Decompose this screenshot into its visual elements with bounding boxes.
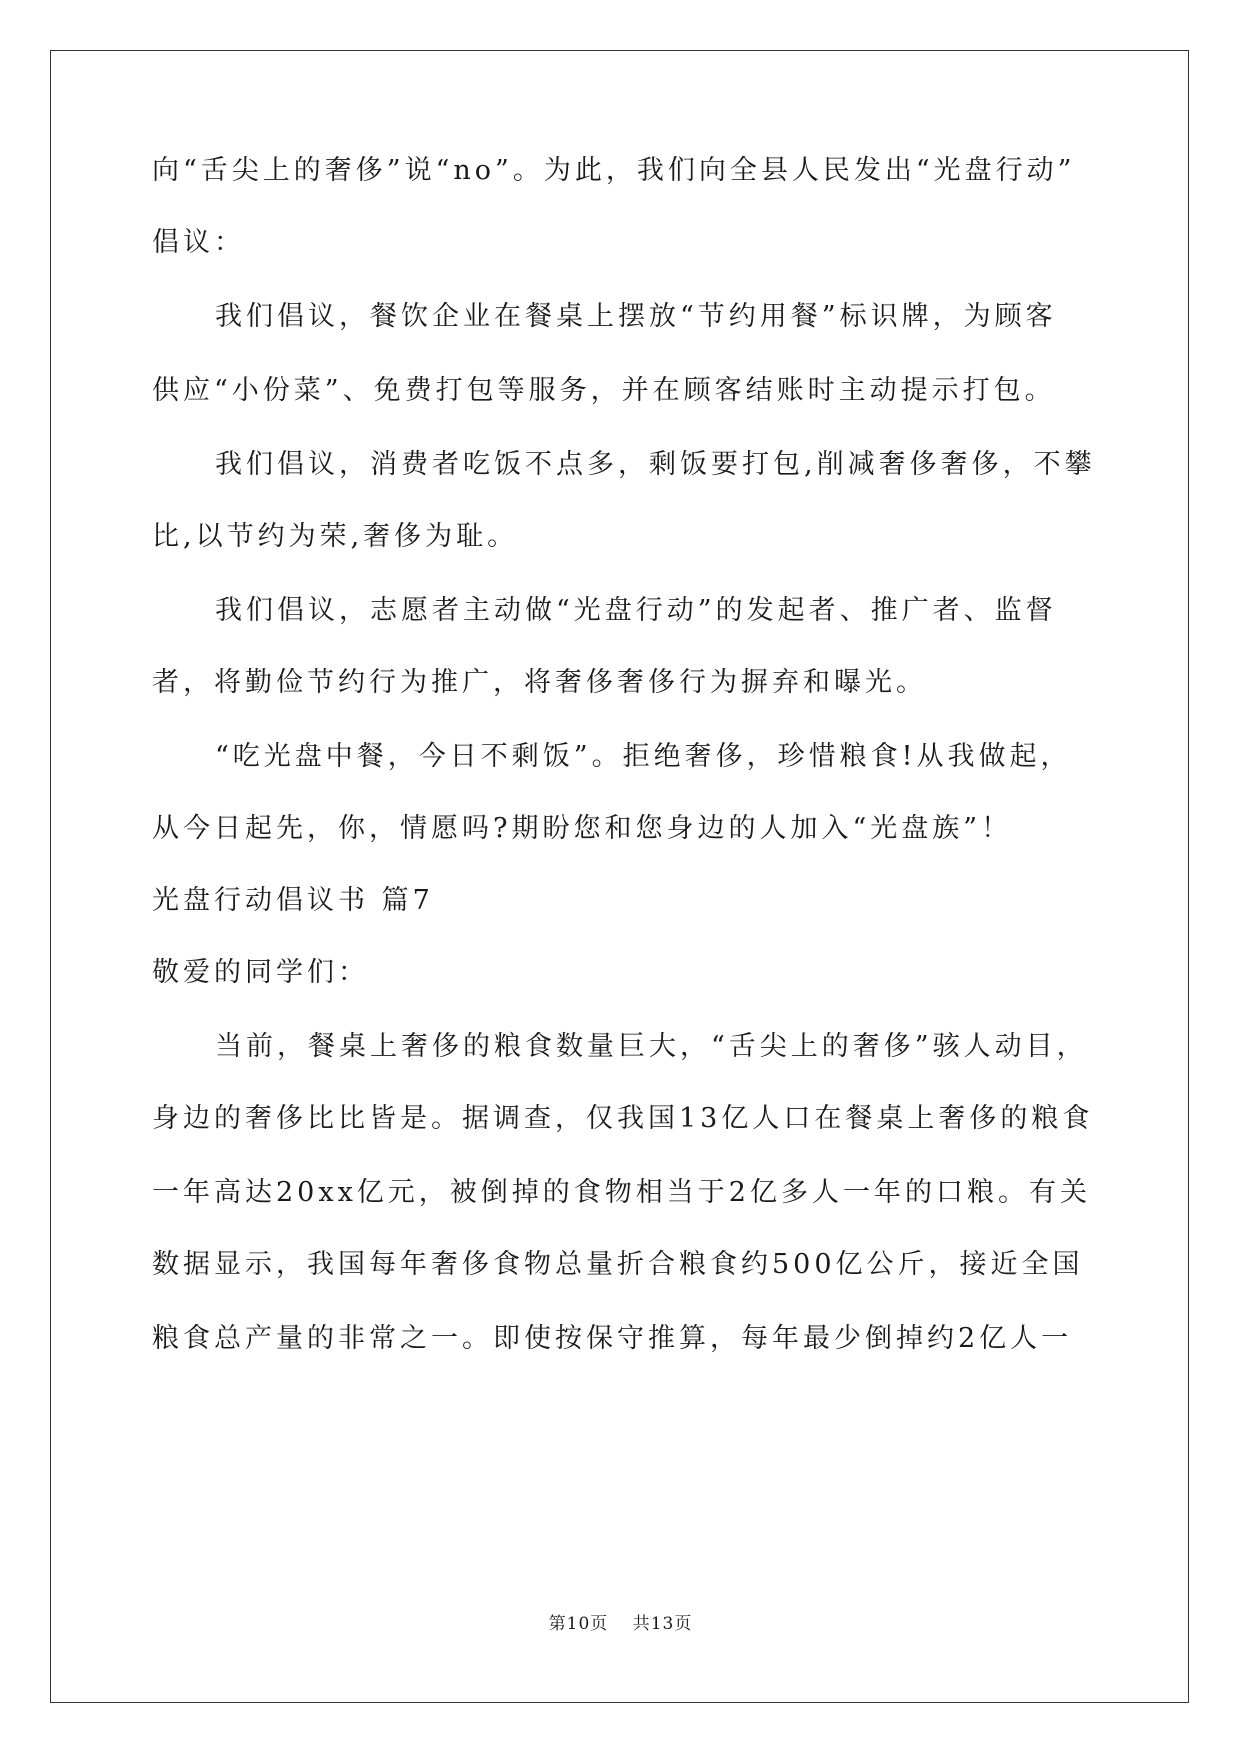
page-total: 共13页	[632, 1614, 693, 1634]
paragraph-line: 我们倡议，消费者吃饭不点多，剩饭要打包,削减奢侈奢侈，不攀	[215, 449, 1096, 480]
body-line: 一年高达20xx亿元，被倒掉的食物相当于2亿多人一年的口粮。有关	[152, 1177, 1091, 1208]
body-line: 者，将勤俭节约行为推广，将奢侈奢侈行为摒弃和曝光。	[152, 667, 927, 698]
body-line: 从今日起先，你，情愿吗?期盼您和您身边的人加入“光盘族”！	[152, 813, 1013, 844]
body-line: 向“舌尖上的奢侈”说“no”。为此，我们向全县人民发出“光盘行动”	[152, 155, 1076, 186]
body-line: 数据显示，我国每年奢侈食物总量折合粮食约500亿公斤，接近全国	[152, 1249, 1084, 1280]
page-footer	[0, 1614, 1241, 1634]
page-number: 第10页	[548, 1614, 609, 1634]
paragraph-line: 我们倡议，餐饮企业在餐桌上摆放“节约用餐”标识牌，为顾客	[215, 301, 1057, 332]
body-line: 身边的奢侈比比皆是。据调查，仅我国13亿人口在餐桌上奢侈的粮食	[152, 1103, 1094, 1134]
paragraph-line: 我们倡议，志愿者主动做“光盘行动”的发起者、推广者、监督	[215, 595, 1057, 626]
body-line: 倡议：	[152, 227, 245, 258]
body-line: 粮食总产量的非常之一。即使按保守推算，每年最少倒掉约2亿人一	[152, 1323, 1073, 1354]
salutation: 敬爱的同学们：	[152, 957, 369, 988]
body-line: 供应“小份菜”、免费打包等服务，并在顾客结账时主动提示打包。	[152, 375, 1056, 406]
section-heading: 光盘行动倡议书 篇7	[152, 885, 434, 916]
page-border	[50, 50, 1189, 1703]
paragraph-line: “吃光盘中餐，今日不剩饭”。拒绝奢侈，珍惜粮食!从我做起，	[215, 741, 1072, 772]
paragraph-line: 当前，餐桌上奢侈的粮食数量巨大，“舌尖上的奢侈”骇人动目，	[215, 1031, 1088, 1062]
body-line: 比,以节约为荣,奢侈为耻。	[152, 521, 519, 552]
